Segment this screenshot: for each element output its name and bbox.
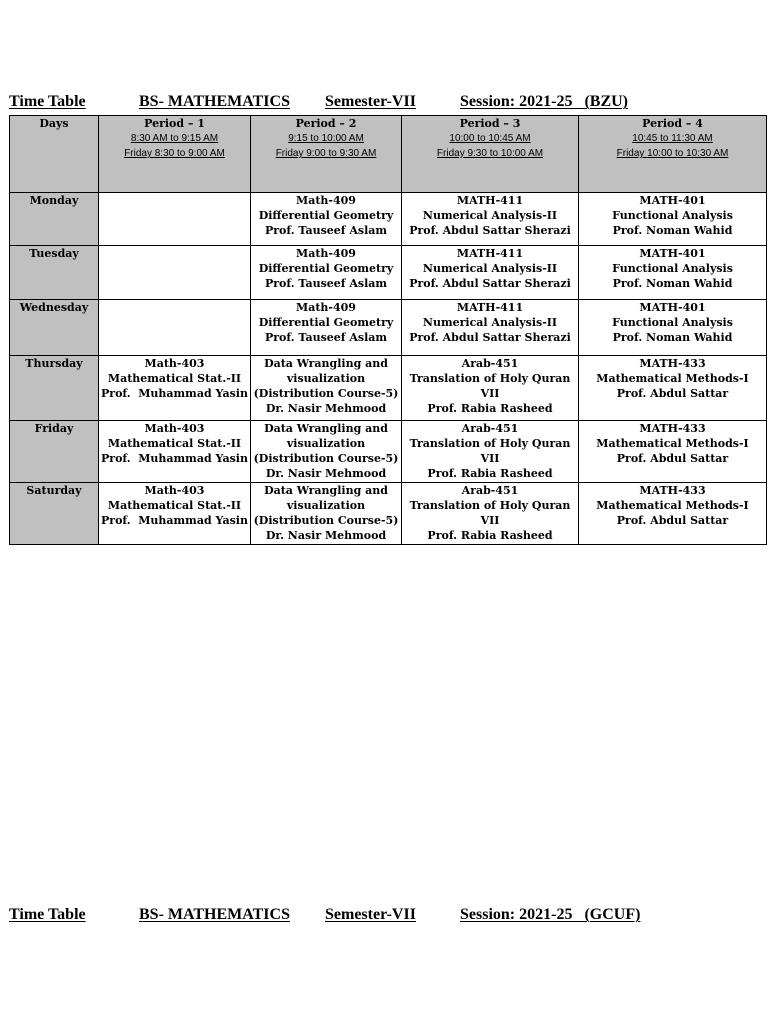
class-cell-line: Prof. Abdul Sattar Sherazi	[409, 277, 571, 290]
period-4-header	[579, 116, 767, 193]
period-time: 9:15 to 10:00 AM	[288, 133, 364, 144]
class-cell-line: VII	[480, 452, 500, 465]
timetable-row	[10, 300, 767, 356]
heading-semester: Semester-VII	[325, 93, 416, 110]
class-cell-line: Math-409	[296, 194, 356, 207]
class-cell-line: Mathematical Stat.-II	[107, 437, 242, 450]
class-cell-line: Prof. Noman Wahid	[612, 331, 733, 344]
period-time: 10:45 to 11:30 AM	[632, 133, 713, 144]
class-cell-line: Prof. Tauseef Aslam	[264, 224, 388, 237]
class-cell	[579, 421, 767, 483]
class-cell	[99, 246, 251, 300]
class-cell-line: MATH-401	[639, 194, 706, 207]
class-cell-line: Prof. Rabia Rasheed	[427, 402, 553, 415]
class-cell-line: visualization	[286, 499, 366, 512]
class-cell-line: Mathematical Methods-I	[596, 372, 749, 385]
class-cell-line: Translation of Holy Quran	[409, 372, 571, 385]
heading-session: Session: 2021-25 (BZU)	[460, 93, 629, 110]
heading-semester: Semester-VII	[325, 906, 416, 923]
class-cell-line: Numerical Analysis-II	[422, 316, 558, 329]
period-friday-time: Friday 8:30 to 9:00 AM	[124, 148, 225, 159]
class-cell-line: Prof. Tauseef Aslam	[264, 277, 388, 290]
class-cell-line: Prof. Muhammad Yasin	[101, 452, 248, 465]
class-cell-line: MATH-411	[456, 247, 524, 260]
class-cell-line: MATH-401	[639, 247, 706, 260]
class-cell-line: visualization	[286, 437, 366, 450]
class-cell	[579, 483, 767, 545]
class-cell-line: Prof. Rabia Rasheed	[427, 467, 553, 480]
class-cell-line: Functional Analysis	[612, 262, 733, 275]
class-cell-line: visualization	[286, 372, 366, 385]
class-cell	[402, 246, 579, 300]
period-friday-time: Friday 9:00 to 9:30 AM	[275, 148, 377, 159]
period-name: Period – 3	[459, 117, 521, 130]
class-cell-line: Mathematical Stat.-II	[107, 499, 242, 512]
timetable-row	[10, 356, 767, 421]
day-cell	[10, 356, 99, 421]
period-time: 10:00 to 10:45 AM	[449, 133, 531, 144]
day-label: Tuesday	[29, 247, 79, 260]
class-cell-line: Math-403	[144, 422, 205, 435]
class-cell-line: Data Wrangling and	[264, 357, 388, 370]
class-cell	[579, 300, 767, 356]
class-cell-line: Prof. Abdul Sattar	[616, 387, 729, 400]
class-cell-line: Math-409	[296, 301, 356, 314]
class-cell-line: Data Wrangling and	[264, 484, 388, 497]
class-cell	[402, 193, 579, 246]
class-cell-line: Numerical Analysis-II	[422, 209, 558, 222]
class-cell	[402, 300, 579, 356]
day-label: Thursday	[25, 357, 83, 370]
class-cell	[99, 421, 251, 483]
class-cell-line: Prof. Abdul Sattar Sherazi	[409, 331, 571, 344]
class-cell-line: MATH-401	[639, 301, 706, 314]
period-name: Period – 4	[642, 117, 703, 130]
class-cell-line: Differential Geometry	[258, 316, 394, 329]
class-cell-line: MATH-411	[456, 301, 524, 314]
class-cell	[402, 483, 579, 545]
class-cell-line: Math-403	[144, 357, 205, 370]
class-cell-line: Mathematical Methods-I	[596, 499, 749, 512]
day-cell	[10, 483, 99, 545]
class-cell	[251, 421, 402, 483]
period-friday-time: Friday 9:30 to 10:00 AM	[436, 148, 544, 159]
class-cell-line: Dr. Nasir Mehmood	[265, 467, 387, 480]
class-cell-line: VII	[480, 387, 500, 400]
day-cell	[10, 300, 99, 356]
day-label: Saturday	[26, 484, 82, 497]
day-label: Wednesday	[19, 301, 89, 314]
class-cell	[99, 483, 251, 545]
heading-title: Time Table	[9, 93, 86, 110]
heading-program: BS- MATHEMATICS	[139, 906, 290, 923]
timetable-row	[10, 421, 767, 483]
class-cell	[251, 300, 402, 356]
class-cell-line: Data Wrangling and	[264, 422, 388, 435]
class-cell-line: MATH-433	[639, 357, 706, 370]
class-cell-line: Prof. Rabia Rasheed	[427, 529, 553, 542]
class-cell-line: Prof. Tauseef Aslam	[264, 331, 388, 344]
timetable-row	[10, 483, 767, 545]
class-cell-line: VII	[480, 514, 500, 527]
timetable-body	[10, 193, 767, 545]
class-cell	[402, 421, 579, 483]
class-cell	[251, 246, 402, 300]
timetable	[9, 115, 767, 545]
heading-program: BS- MATHEMATICS	[139, 93, 290, 110]
timetable-row	[10, 246, 767, 300]
period-3-header	[402, 116, 579, 193]
period-1-header	[99, 116, 251, 193]
class-cell-line: MATH-411	[456, 194, 524, 207]
class-cell-line: Arab-451	[461, 484, 519, 497]
class-cell-line: Dr. Nasir Mehmood	[265, 529, 387, 542]
day-cell	[10, 421, 99, 483]
period-2-header	[251, 116, 402, 193]
class-cell-line: Functional Analysis	[612, 209, 733, 222]
class-cell-line: Math-403	[144, 484, 205, 497]
timetable-row	[10, 193, 767, 246]
class-cell-line: Translation of Holy Quran	[409, 499, 571, 512]
class-cell-line: Mathematical Methods-I	[596, 437, 749, 450]
class-cell	[579, 246, 767, 300]
class-cell-line: Prof. Muhammad Yasin	[101, 387, 248, 400]
class-cell-line: Prof. Abdul Sattar	[616, 514, 729, 527]
class-cell-line: Prof. Abdul Sattar	[616, 452, 729, 465]
class-cell-line: Mathematical Stat.-II	[107, 372, 242, 385]
class-cell-line: (Distribution Course-5)	[253, 514, 399, 527]
class-cell-line: MATH-433	[639, 484, 706, 497]
class-cell-line: Prof. Noman Wahid	[612, 277, 733, 290]
timetable-header-row	[10, 116, 767, 193]
day-label: Friday	[34, 422, 74, 435]
timetable-heading-bzu	[9, 93, 768, 115]
class-cell-line: Differential Geometry	[258, 262, 394, 275]
class-cell	[579, 193, 767, 246]
class-cell-line: Prof. Noman Wahid	[612, 224, 733, 237]
timetable-heading-gcuf	[9, 906, 768, 928]
period-time: 8:30 AM to 9:15 AM	[130, 133, 219, 144]
class-cell-line: Translation of Holy Quran	[409, 437, 571, 450]
class-cell	[99, 193, 251, 246]
class-cell-line: Arab-451	[461, 422, 519, 435]
class-cell-line: (Distribution Course-5)	[253, 387, 399, 400]
class-cell-line: Math-409	[296, 247, 356, 260]
class-cell-line: Prof. Muhammad Yasin	[101, 514, 248, 527]
class-cell	[99, 356, 251, 421]
class-cell-line: (Distribution Course-5)	[253, 452, 399, 465]
period-name: Period – 1	[144, 117, 205, 130]
class-cell	[99, 300, 251, 356]
class-cell	[251, 483, 402, 545]
class-cell	[579, 356, 767, 421]
class-cell-line: Dr. Nasir Mehmood	[265, 402, 387, 415]
day-label: Monday	[29, 194, 79, 207]
heading-session: Session: 2021-25 (GCUF)	[460, 906, 641, 923]
class-cell	[251, 193, 402, 246]
heading-title: Time Table	[9, 906, 86, 923]
class-cell	[402, 356, 579, 421]
period-friday-time: Friday 10:00 to 10:30 AM	[616, 148, 729, 159]
class-cell-line: Prof. Abdul Sattar Sherazi	[409, 224, 571, 237]
class-cell-line: Functional Analysis	[612, 316, 733, 329]
class-cell	[251, 356, 402, 421]
class-cell-line: Differential Geometry	[258, 209, 394, 222]
class-cell-line: Arab-451	[461, 357, 519, 370]
day-cell	[10, 246, 99, 300]
class-cell-line: Numerical Analysis-II	[422, 262, 558, 275]
period-name: Period – 2	[295, 117, 357, 130]
class-cell-line: MATH-433	[639, 422, 706, 435]
days-header: Days	[10, 116, 99, 193]
day-cell	[10, 193, 99, 246]
